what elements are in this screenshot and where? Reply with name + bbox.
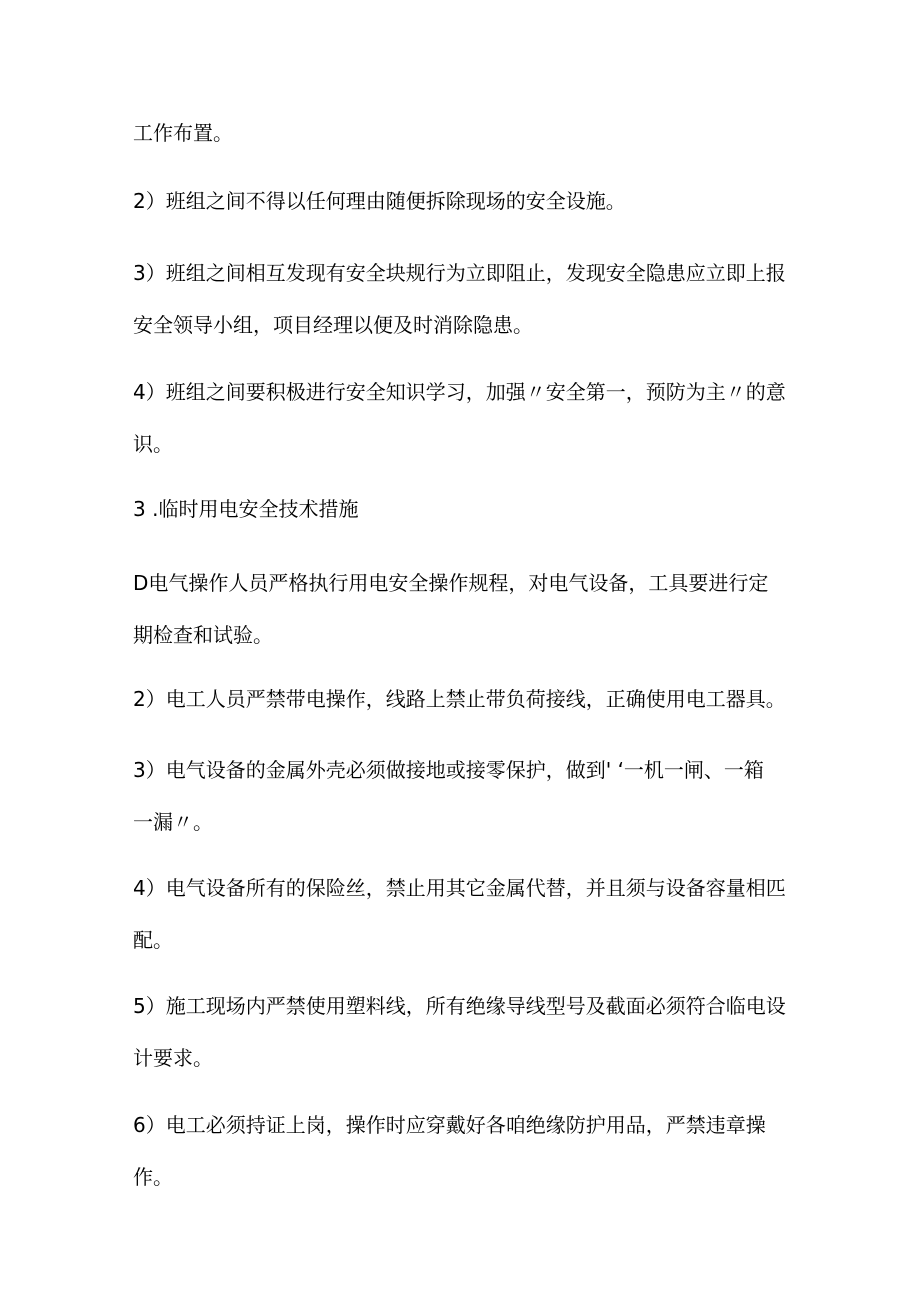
paragraph-elec-item-2 [133,673,793,725]
text-line: 工作布置。 [133,121,233,145]
paragraph-item-2-facilities [133,175,793,227]
text-line: 计要求。 [133,1046,213,1070]
paragraph-item-3-report [133,247,793,351]
paragraph-elec-item-6 [133,1099,793,1203]
paragraph-work-arrangement [133,107,793,159]
text-line: 3）电气设备的金属外壳必须做接地或接零保护，做到' ‘一机一闸、一箱 [133,758,764,782]
text-line: 一漏〃。 [133,810,213,834]
text-line: 作。 [133,1165,173,1189]
text-line: 4）电气设备所有的保险丝，禁止用其它金属代替，并且须与设备容量相匹 [133,876,786,900]
text-line: 4）班组之间要积极进行安全知识学习，加强〃安全第一，预防为主〃的意 [133,380,786,404]
text-line: 安全领导小组，项目经理以便及时消除隐患。 [133,313,533,337]
text-line: 2）电工人员严禁带电操作，线路上禁止带负荷接线，正确使用电工器具。 [133,687,786,711]
paragraph-elec-item-1 [133,557,793,661]
text-line: 识。 [133,432,173,456]
text-line: 3）班组之间相互发现有安全块规行为立即阻止，发现安全隐患应立即上报 [133,261,786,285]
text-line: D电气操作人员严格执行用电安全操作规程，对电气设备，工具要进行定 [133,571,769,595]
paragraph-elec-item-5 [133,980,793,1084]
text-line: 期检查和试验。 [133,623,273,647]
paragraph-elec-item-4 [133,862,793,966]
text-line: 6）电工必须持证上岗，操作时应穿戴好各咱绝缘防护用品，严禁违章操 [133,1113,766,1137]
section-heading-electricity-safety [133,483,793,535]
text-line: 2）班组之间不得以任何理由随便拆除现场的安全设施。 [133,189,626,213]
text-line: 5）施工现场内严禁使用塑料线，所有绝缘导线型号及截面必须符合临电设 [133,994,786,1018]
text-line: 3 .临时用电安全技术措施 [133,497,359,521]
paragraph-elec-item-3 [133,744,793,848]
text-line: 配。 [133,928,173,952]
paragraph-item-4-learning [133,366,793,470]
